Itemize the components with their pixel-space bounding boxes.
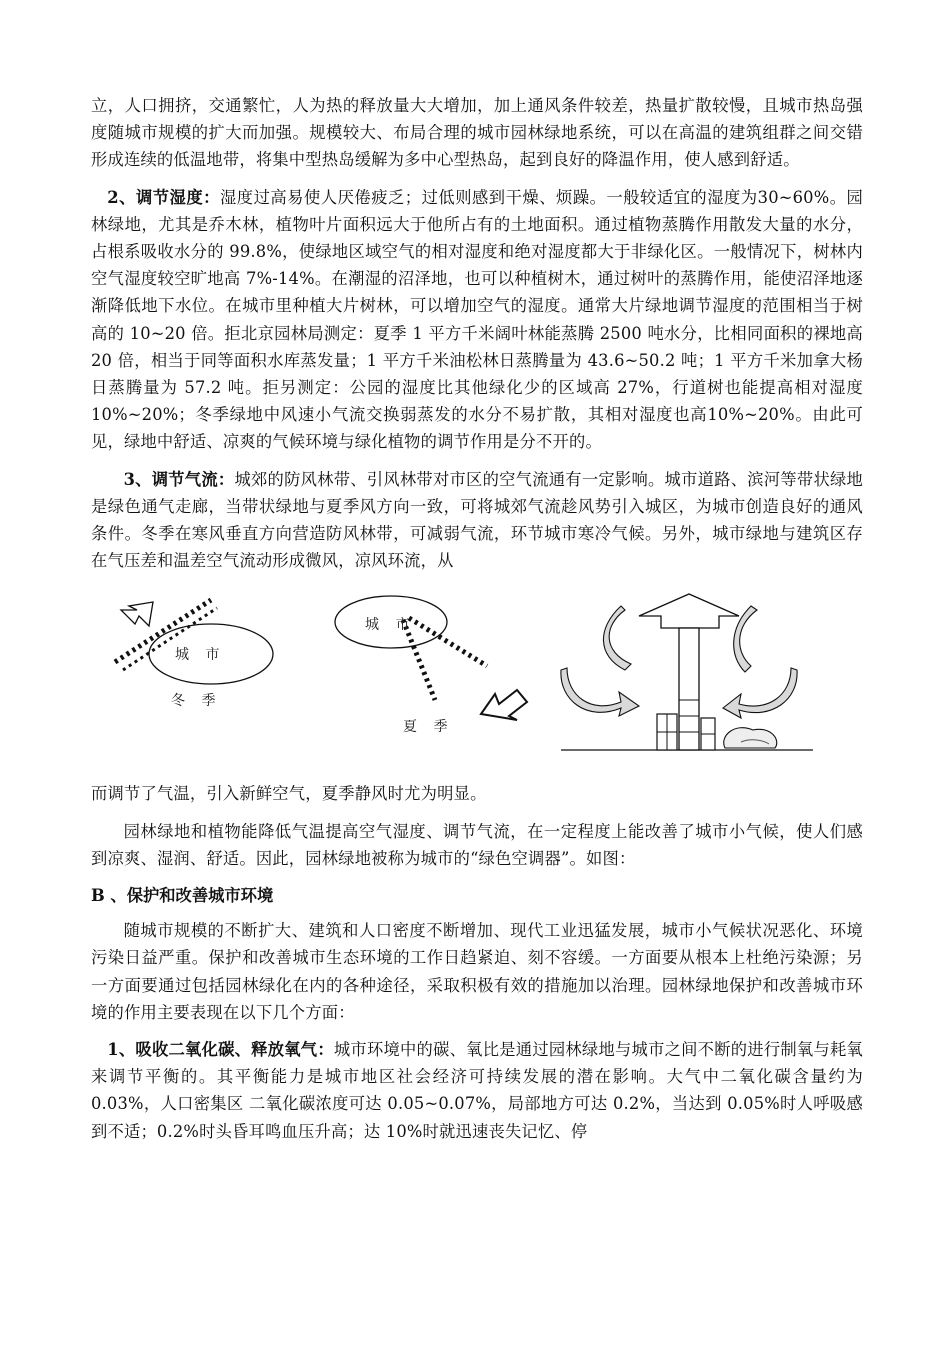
summer-wind-arrow-icon [481, 690, 527, 720]
paragraph-green-ac: 园林绿地和植物能降低气温提高空气湿度、调节气流，在一定程度上能改善了城市小气候，使人们感到凉爽、湿润、舒适。因此，园林绿地被称为城市的“绿色空调器”。如图： [91, 821, 863, 868]
heading-airflow: 3、调节气流： [123, 469, 235, 489]
paragraph-environment: 随城市规模的不断扩大、建筑和人口密度不断增加、现代工业迅猛发展，城市小气候状况恶化、环境污染日益严重。保护和改善城市生态环境的工作日趋紧迫、刻不容缓。一方面要从根本上杜绝污染源；另一方面要通过包括园林绿化在内的各种途径，采取积极有效的措施加以治理。园林绿地保护和改善城市环境的作用主要表现在以下几个方面： [91, 921, 863, 1022]
heading-humidity: 2、调节湿度： [107, 187, 220, 207]
rising-air-arrow-icon [639, 594, 739, 628]
inflow-arrow-right-icon [723, 668, 797, 718]
summer-season-label: 夏 季 [403, 719, 454, 736]
circulation-diagram [561, 594, 813, 750]
winter-city-label: 城 市 [175, 647, 226, 664]
tree-canopy-icon [724, 728, 777, 748]
heading-co2: 1、吸收二氧化碳、释放氧气： [107, 1040, 334, 1060]
airflow-body: 城郊的防风林带、引风林带对市区的空气流通有一定影响。城市道路、滨河等带状绿地是绿色通气走廊，当带状绿地与夏季风方向一致，可将城郊气流趁风势引入城区，为城市创造良好的通风条件。冬季在寒风垂直方向营造防风林带，可减弱气流，环节城市寒冷气候。另外，城市绿地与建筑区存在气压差和温差空气流动形成微风，凉风环流，从 [91, 469, 864, 571]
section-heading-b: B 、保护和改善城市环境 [91, 886, 274, 906]
paragraph-airflow [91, 466, 863, 575]
document-page [91, 92, 863, 1155]
summer-city-label: 城 市 [365, 617, 416, 634]
winter-wind-arrow-icon [121, 602, 153, 626]
paragraph-heat-island: 立，人口拥挤，交通繁忙，人为热的释放量大大增加，加上通风条件较差，热量扩散较慢，且城市热岛强度随城市规模的扩大而加强。规模较大、布局合理的城市园林绿地系统，可以在高温的建筑组群之间交错形成连续的低温地带，将集中型热岛缓解为多中心型热岛，起到良好的降温作用，使人感到舒适。 [91, 96, 863, 170]
humidity-body: 湿度过高易使人厌倦疲乏；过低则感到干燥、烦躁。一般较适宜的湿度为30~60%。园林绿地，尤其是乔木林，植物叶片面积远大于他所占有的土地面积。通过植物蒸腾作用散发大量的水分，占根系吸收水分的 99.8%，使绿地区域空气的相对湿度和绝对湿度都大于非绿化区。一般情况下，树林内空气湿度较空旷地高 7%-14%。在潮湿的沼泽地，也可以种植树木，通过树叶的蒸腾作用，能使沼泽地逐渐降低地下水位。在城市里种植大片树林，可以增加空气的湿度。通常大片绿地调节湿度的范围相当于树高的 10~20 倍。拒北京园林局测定：夏季 1 平方千米阔叶林能蒸腾 2500 吨水分，比相同面积的裸地高 20 倍，相当于同等面积水库蒸发量；1 平方千米油松林日蒸腾量为 43.6~50.2 吨；1 平方千米加拿大杨日蒸腾量为 57.2 吨。拒另测定：公园的湿度比其他绿化少的区域高 27%，行道树也能提高相对湿度 10%~20%；冬季绿地中风速小气流交换弱蒸发的水分不易扩散，其相对湿度也高10%~20%。由此可见，绿地中舒适、凉爽的气候环境与绿化植物的调节作用是分不开的。 [91, 187, 863, 452]
paragraph-co2 [91, 1036, 863, 1145]
summer-diagram [335, 596, 527, 720]
curl-arrow-left-icon [603, 606, 631, 670]
winter-diagram [115, 600, 273, 684]
inflow-arrow-left-icon [561, 668, 639, 716]
paragraph-airflow-end: 而调节了气温，引入新鲜空气，夏季静风时尤为明显。 [91, 784, 487, 804]
winter-season-label: 冬 季 [171, 693, 222, 710]
paragraph-humidity [91, 184, 863, 456]
airflow-diagram [91, 592, 863, 770]
airflow-figure [91, 592, 863, 770]
co2-body: 城市环境中的碳、氧比是通过园林绿地与城市之间不断的进行制氧与耗氧来调节平衡的。其平衡能力是城市地区社会经济可持续发展的潜在影响。大气中二氧化碳含量约为0.03%，人口密集区 二氧化碳浓度可达 0.05~0.07%，局部地方可达 0.2%，当达到 0.05%时人呼吸感到不适；0.2%时头昏耳鸣血压升高；达 10%时就迅速丧失记忆、停 [91, 1040, 864, 1141]
